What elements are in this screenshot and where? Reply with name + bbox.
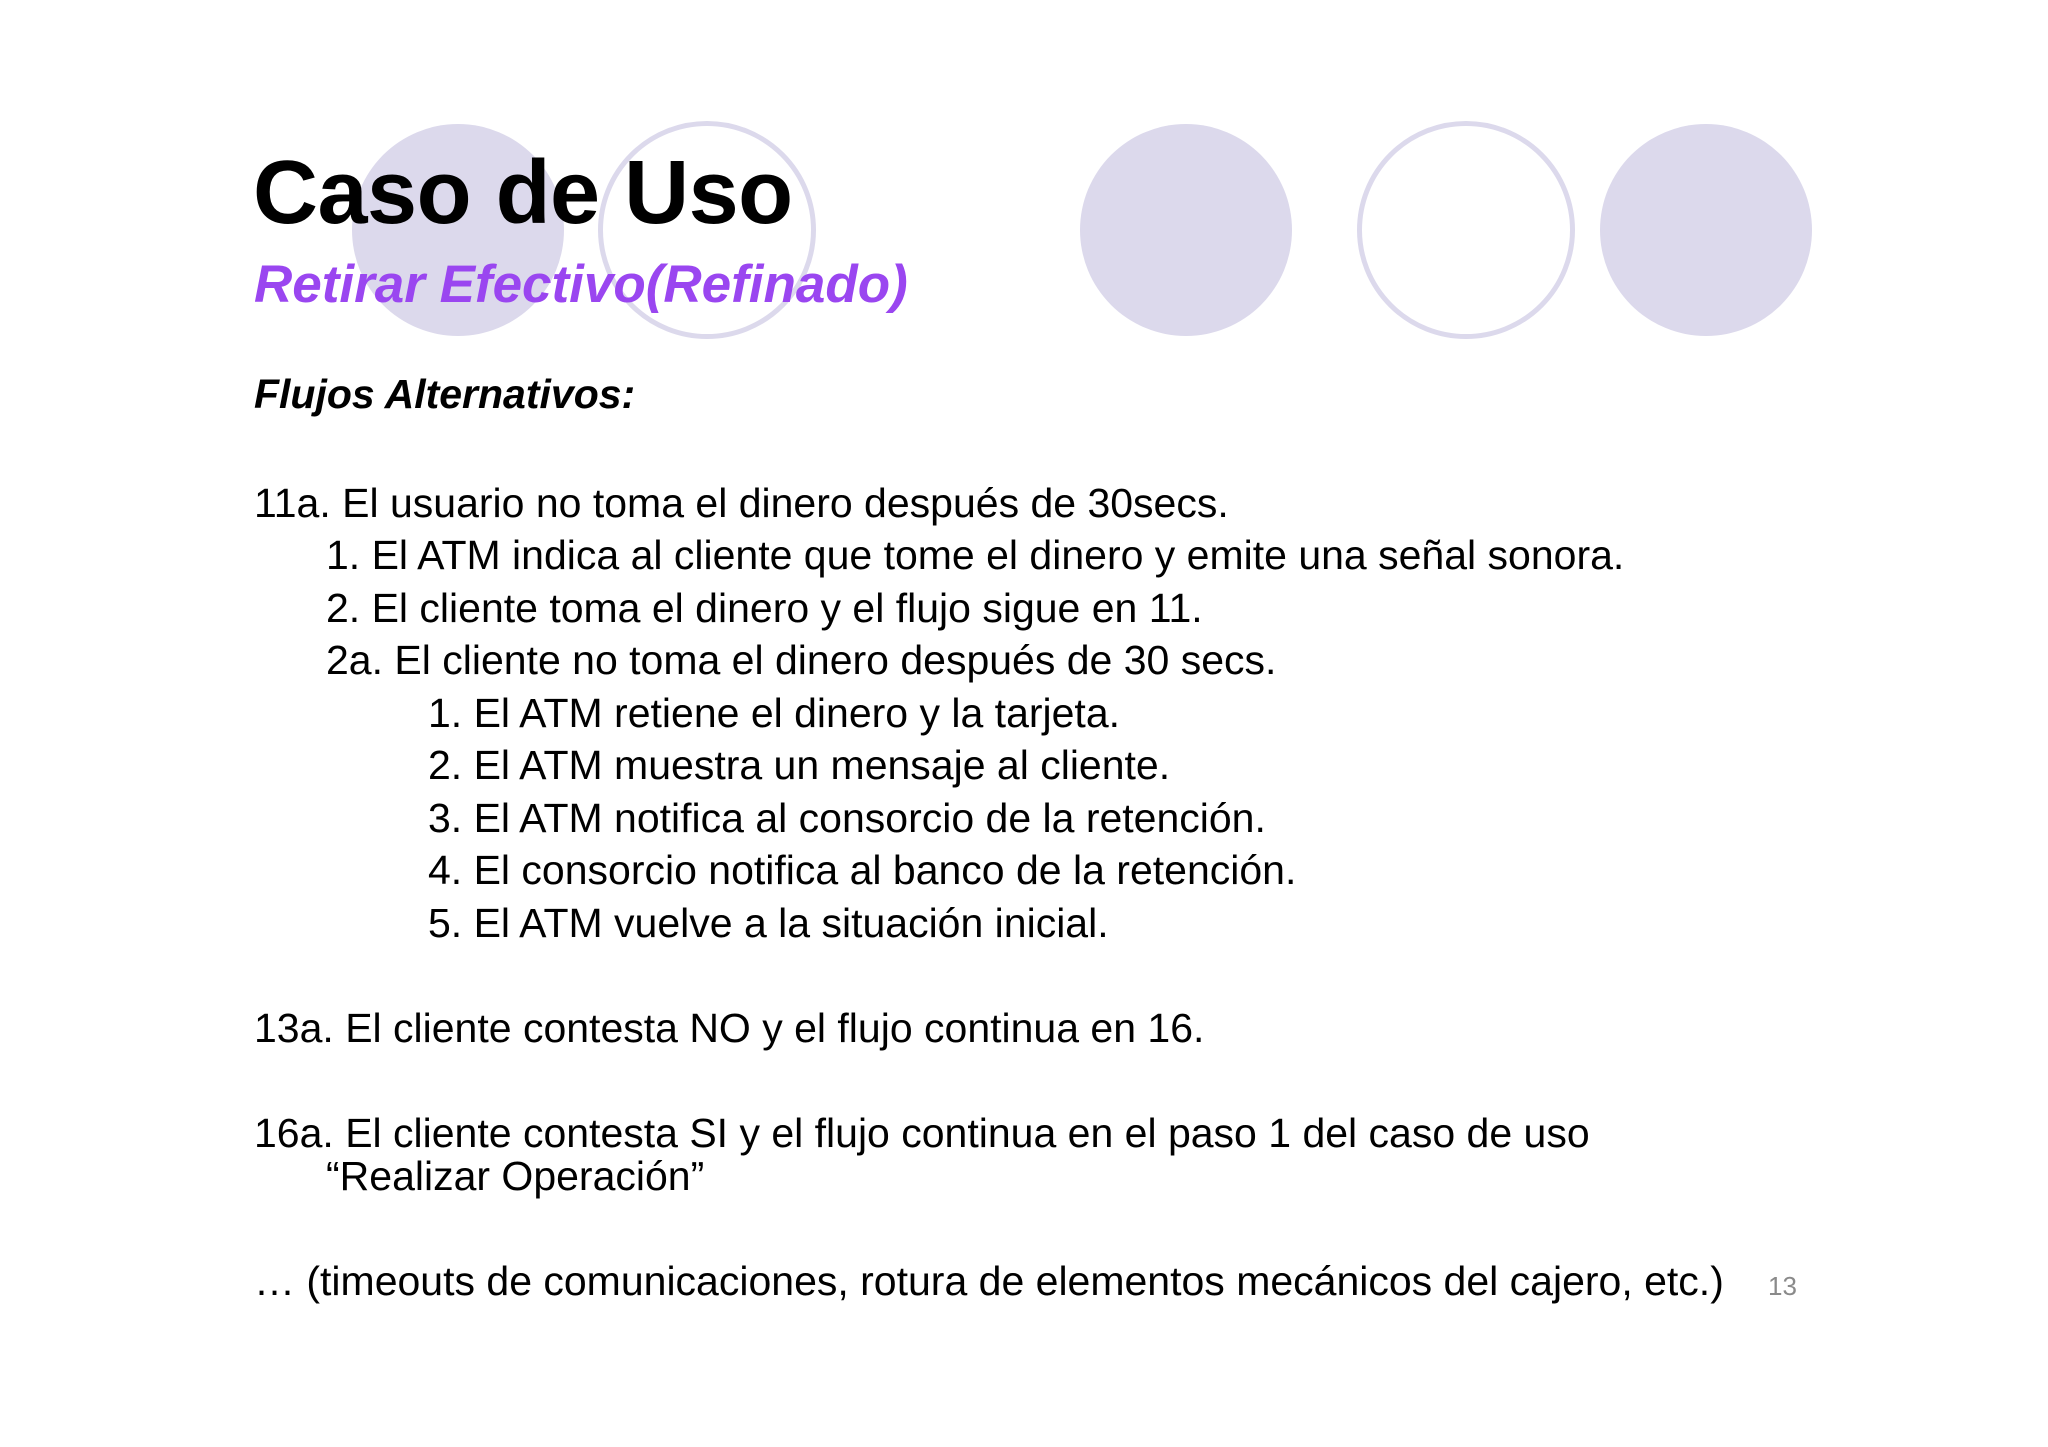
- flow-13a: 13a. El cliente contesta NO y el flujo continua en 16.: [254, 1005, 1205, 1051]
- page-number: 13: [1768, 1271, 1797, 1301]
- decorative-circle: [1080, 124, 1292, 336]
- flow-11a: 11a. El usuario no toma el dinero después de 30secs.: [254, 480, 1229, 526]
- decorative-circle: [1357, 121, 1575, 339]
- flow-16a-continuation: “Realizar Operación”: [326, 1153, 705, 1199]
- flow-2a-step-3: 3. El ATM notifica al consorcio de la retención.: [428, 795, 1266, 841]
- flow-2a-step-4: 4. El consorcio notifica al banco de la retención.: [428, 847, 1297, 893]
- slide-subtitle: Retirar Efectivo(Refinado): [254, 255, 908, 314]
- section-heading: Flujos Alternativos:: [254, 371, 636, 417]
- flow-2a-step-2: 2. El ATM muestra un mensaje al cliente.: [428, 742, 1171, 788]
- flow-11a-step-1: 1. El ATM indica al cliente que tome el dinero y emite una señal sonora.: [326, 532, 1625, 578]
- flow-11a-step-2: 2. El cliente toma el dinero y el flujo sigue en 11.: [326, 585, 1203, 631]
- flow-other: … (timeouts de comunicaciones, rotura de elementos mecánicos del cajero, etc.): [254, 1258, 1724, 1304]
- flow-16a: 16a. El cliente contesta SI y el flujo continua en el paso 1 del caso de uso: [254, 1110, 1590, 1156]
- flow-2a-step-5: 5. El ATM vuelve a la situación inicial.: [428, 900, 1109, 946]
- decorative-circle: [1600, 124, 1812, 336]
- slide-title: Caso de Uso: [253, 143, 793, 243]
- flow-2a-step-1: 1. El ATM retiene el dinero y la tarjeta.: [428, 690, 1121, 736]
- flow-11a-step-2a: 2a. El cliente no toma el dinero después de 30 secs.: [326, 637, 1277, 683]
